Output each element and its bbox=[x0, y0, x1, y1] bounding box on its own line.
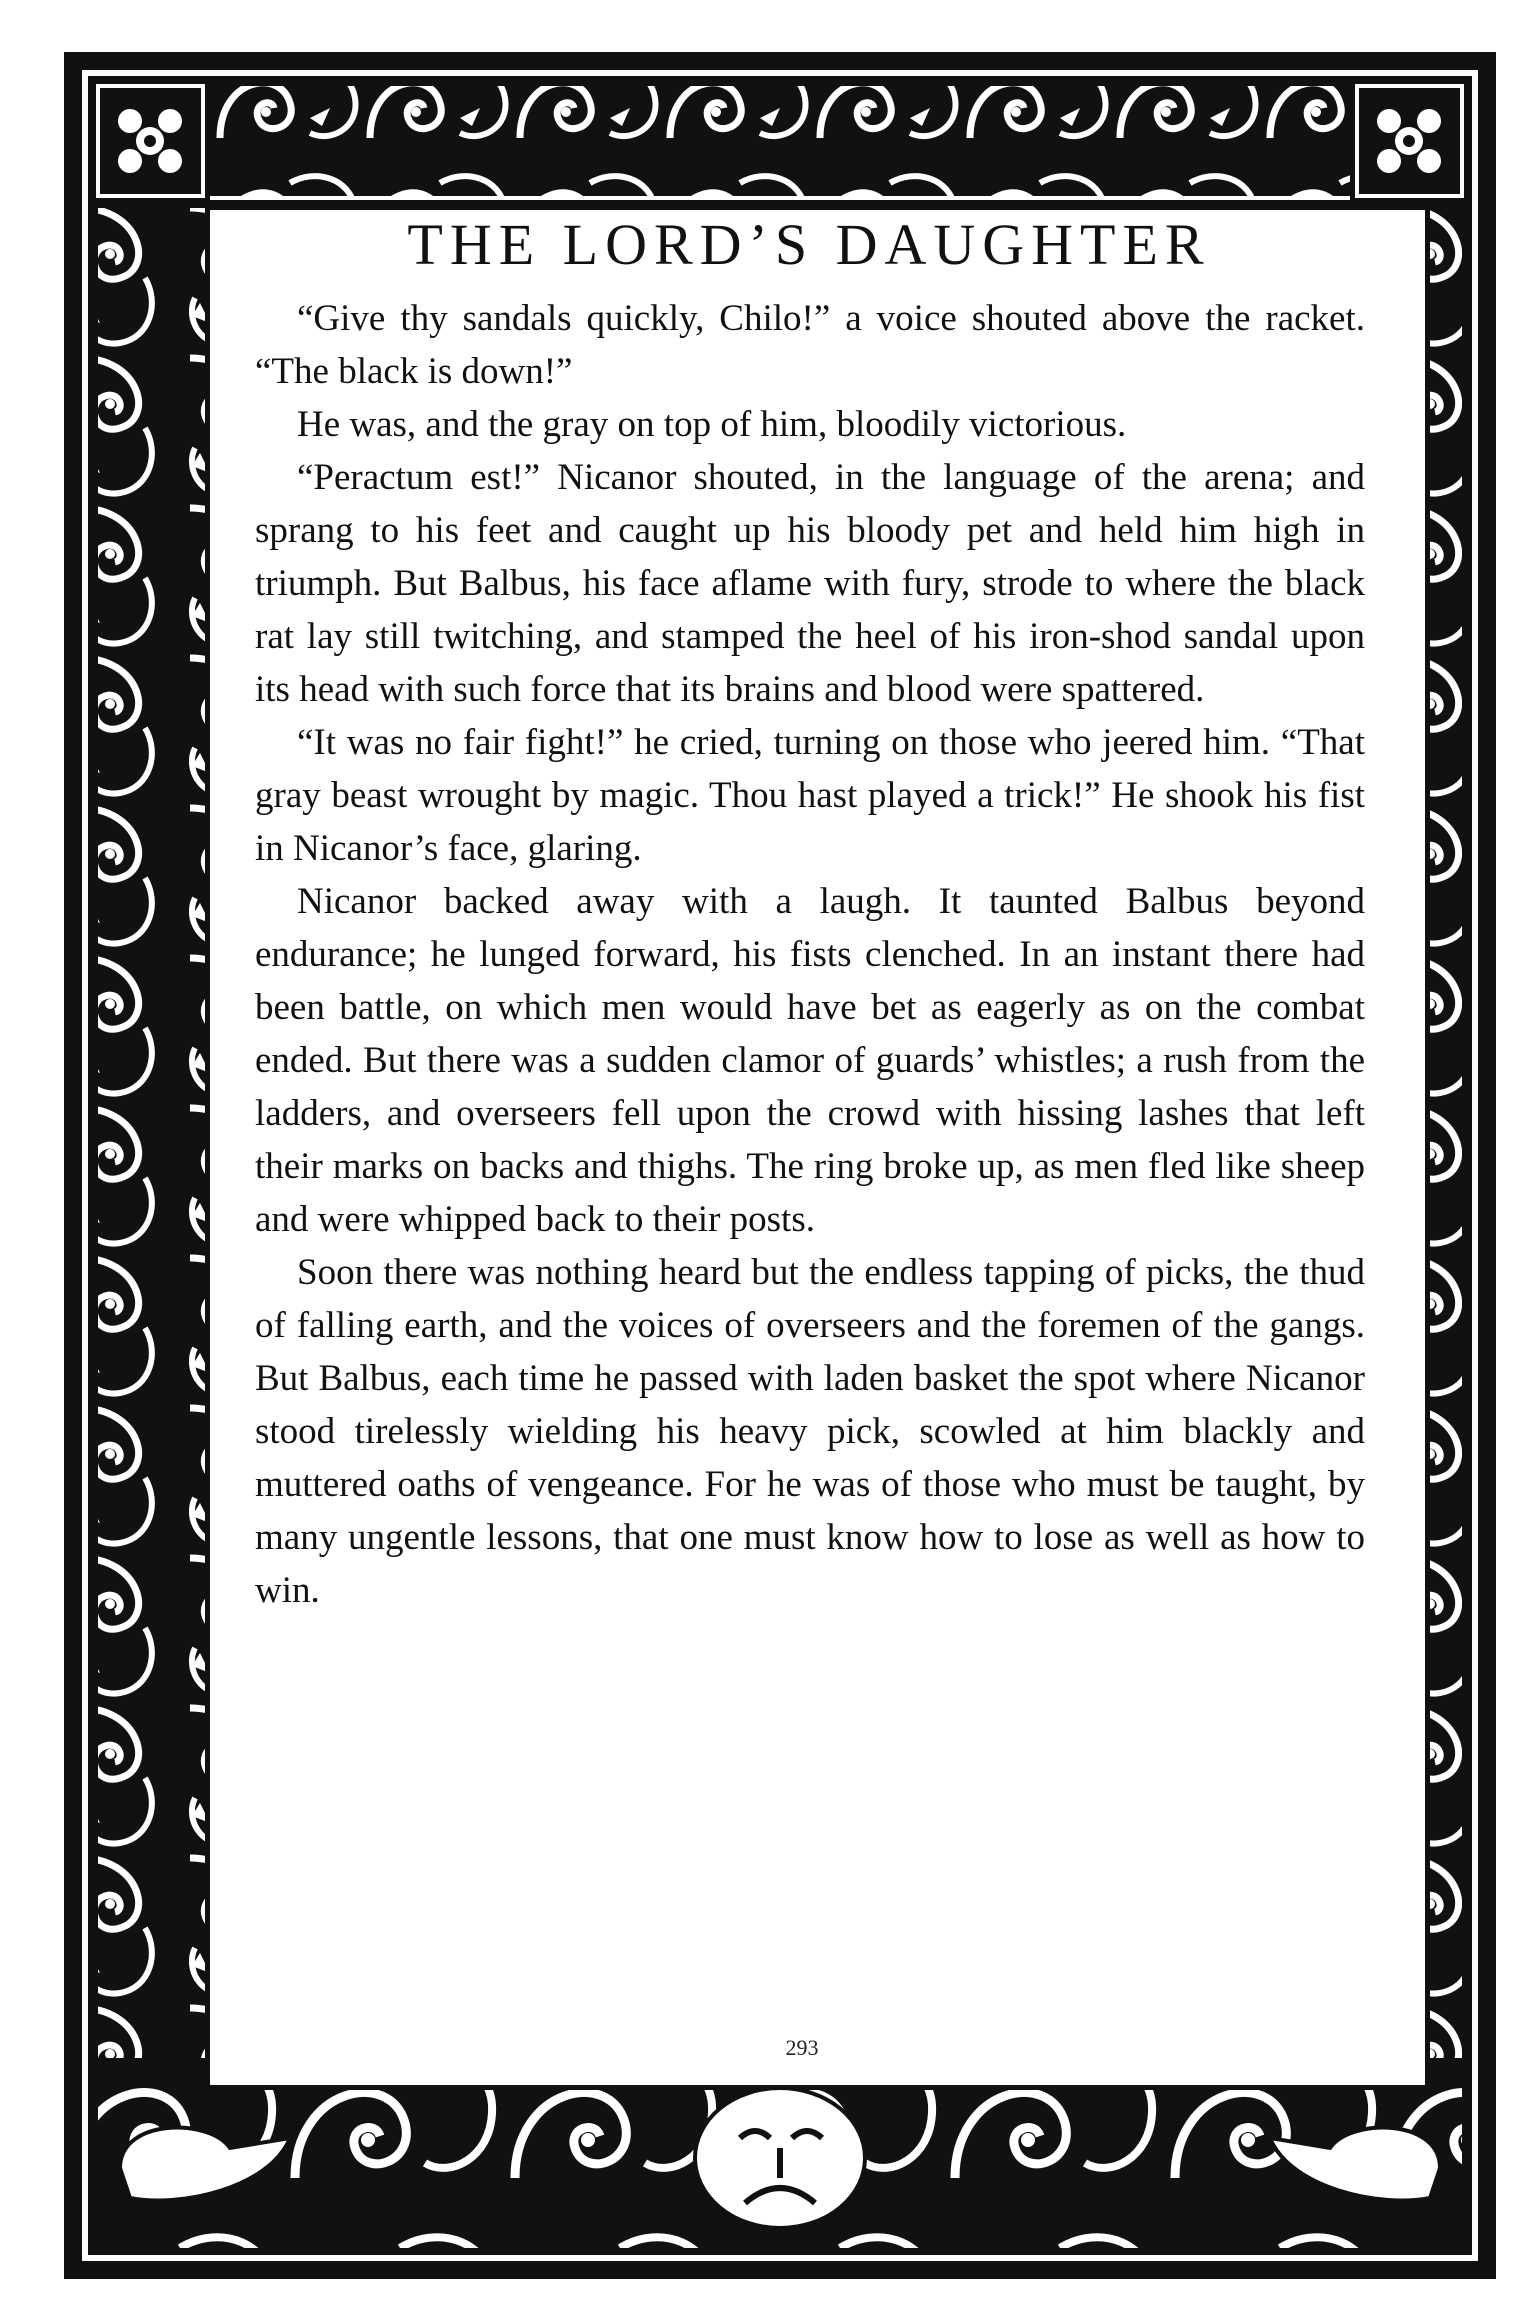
paragraph: Soon there was nothing heard but the endless tapping of picks, the thud of falling earth, and the voices of overseers and the foremen of the gangs. But Balbus, each time he passed with laden basket the spot where Nicanor stood tirelessly wielding his heavy pick, scowled at him blackly and muttered oaths of vengeance. For he was of those who must be taught, by many ungentle lessons, that one must know how to lose as well as how to win. bbox=[255, 1252, 1365, 1611]
paragraph: He was, and the gray on top of him, bloodily victorious. bbox=[297, 404, 1127, 445]
paragraph: “Peractum est!” Nicanor shouted, in the language of the arena; and sprang to his feet and caught up his bloody pet and held him high in triumph. But Balbus, his face aflame with fury, strode to where the black rat lay still twitching, and stamped the heel of his iron-shod sandal upon its head with such force that its brains and blood were spattered. bbox=[255, 457, 1365, 710]
paragraph: Nicanor backed away with a laugh. It taunted Balbus beyond endurance; he lunged forward, his fists clenched. In an instant there had been battle, on which men would have bet as eagerly as on the combat ended. But there was a sudden clamor of guards’ whistles; a rush from the ladders, and overseers fell upon the crowd with hissing lashes that left their marks on backs and thighs. The ring broke up, as men fled like sheep and were whipped back to their posts. bbox=[255, 881, 1365, 1240]
paragraph: “Give thy sandals quickly, Chilo!” a voice shouted above the racket. “The black is down!” bbox=[255, 298, 1365, 392]
paragraph: “It was no fair fight!” he cried, turning on those who jeered him. “That gray beast wrought by magic. Thou hast played a trick!” He shook his fist in Nicanor’s face, glaring. bbox=[255, 722, 1365, 869]
page-number: 293 bbox=[785, 2035, 819, 2060]
story-text bbox=[255, 292, 1365, 1617]
page-title: THE LORD’S DAUGHTER bbox=[407, 212, 1211, 277]
